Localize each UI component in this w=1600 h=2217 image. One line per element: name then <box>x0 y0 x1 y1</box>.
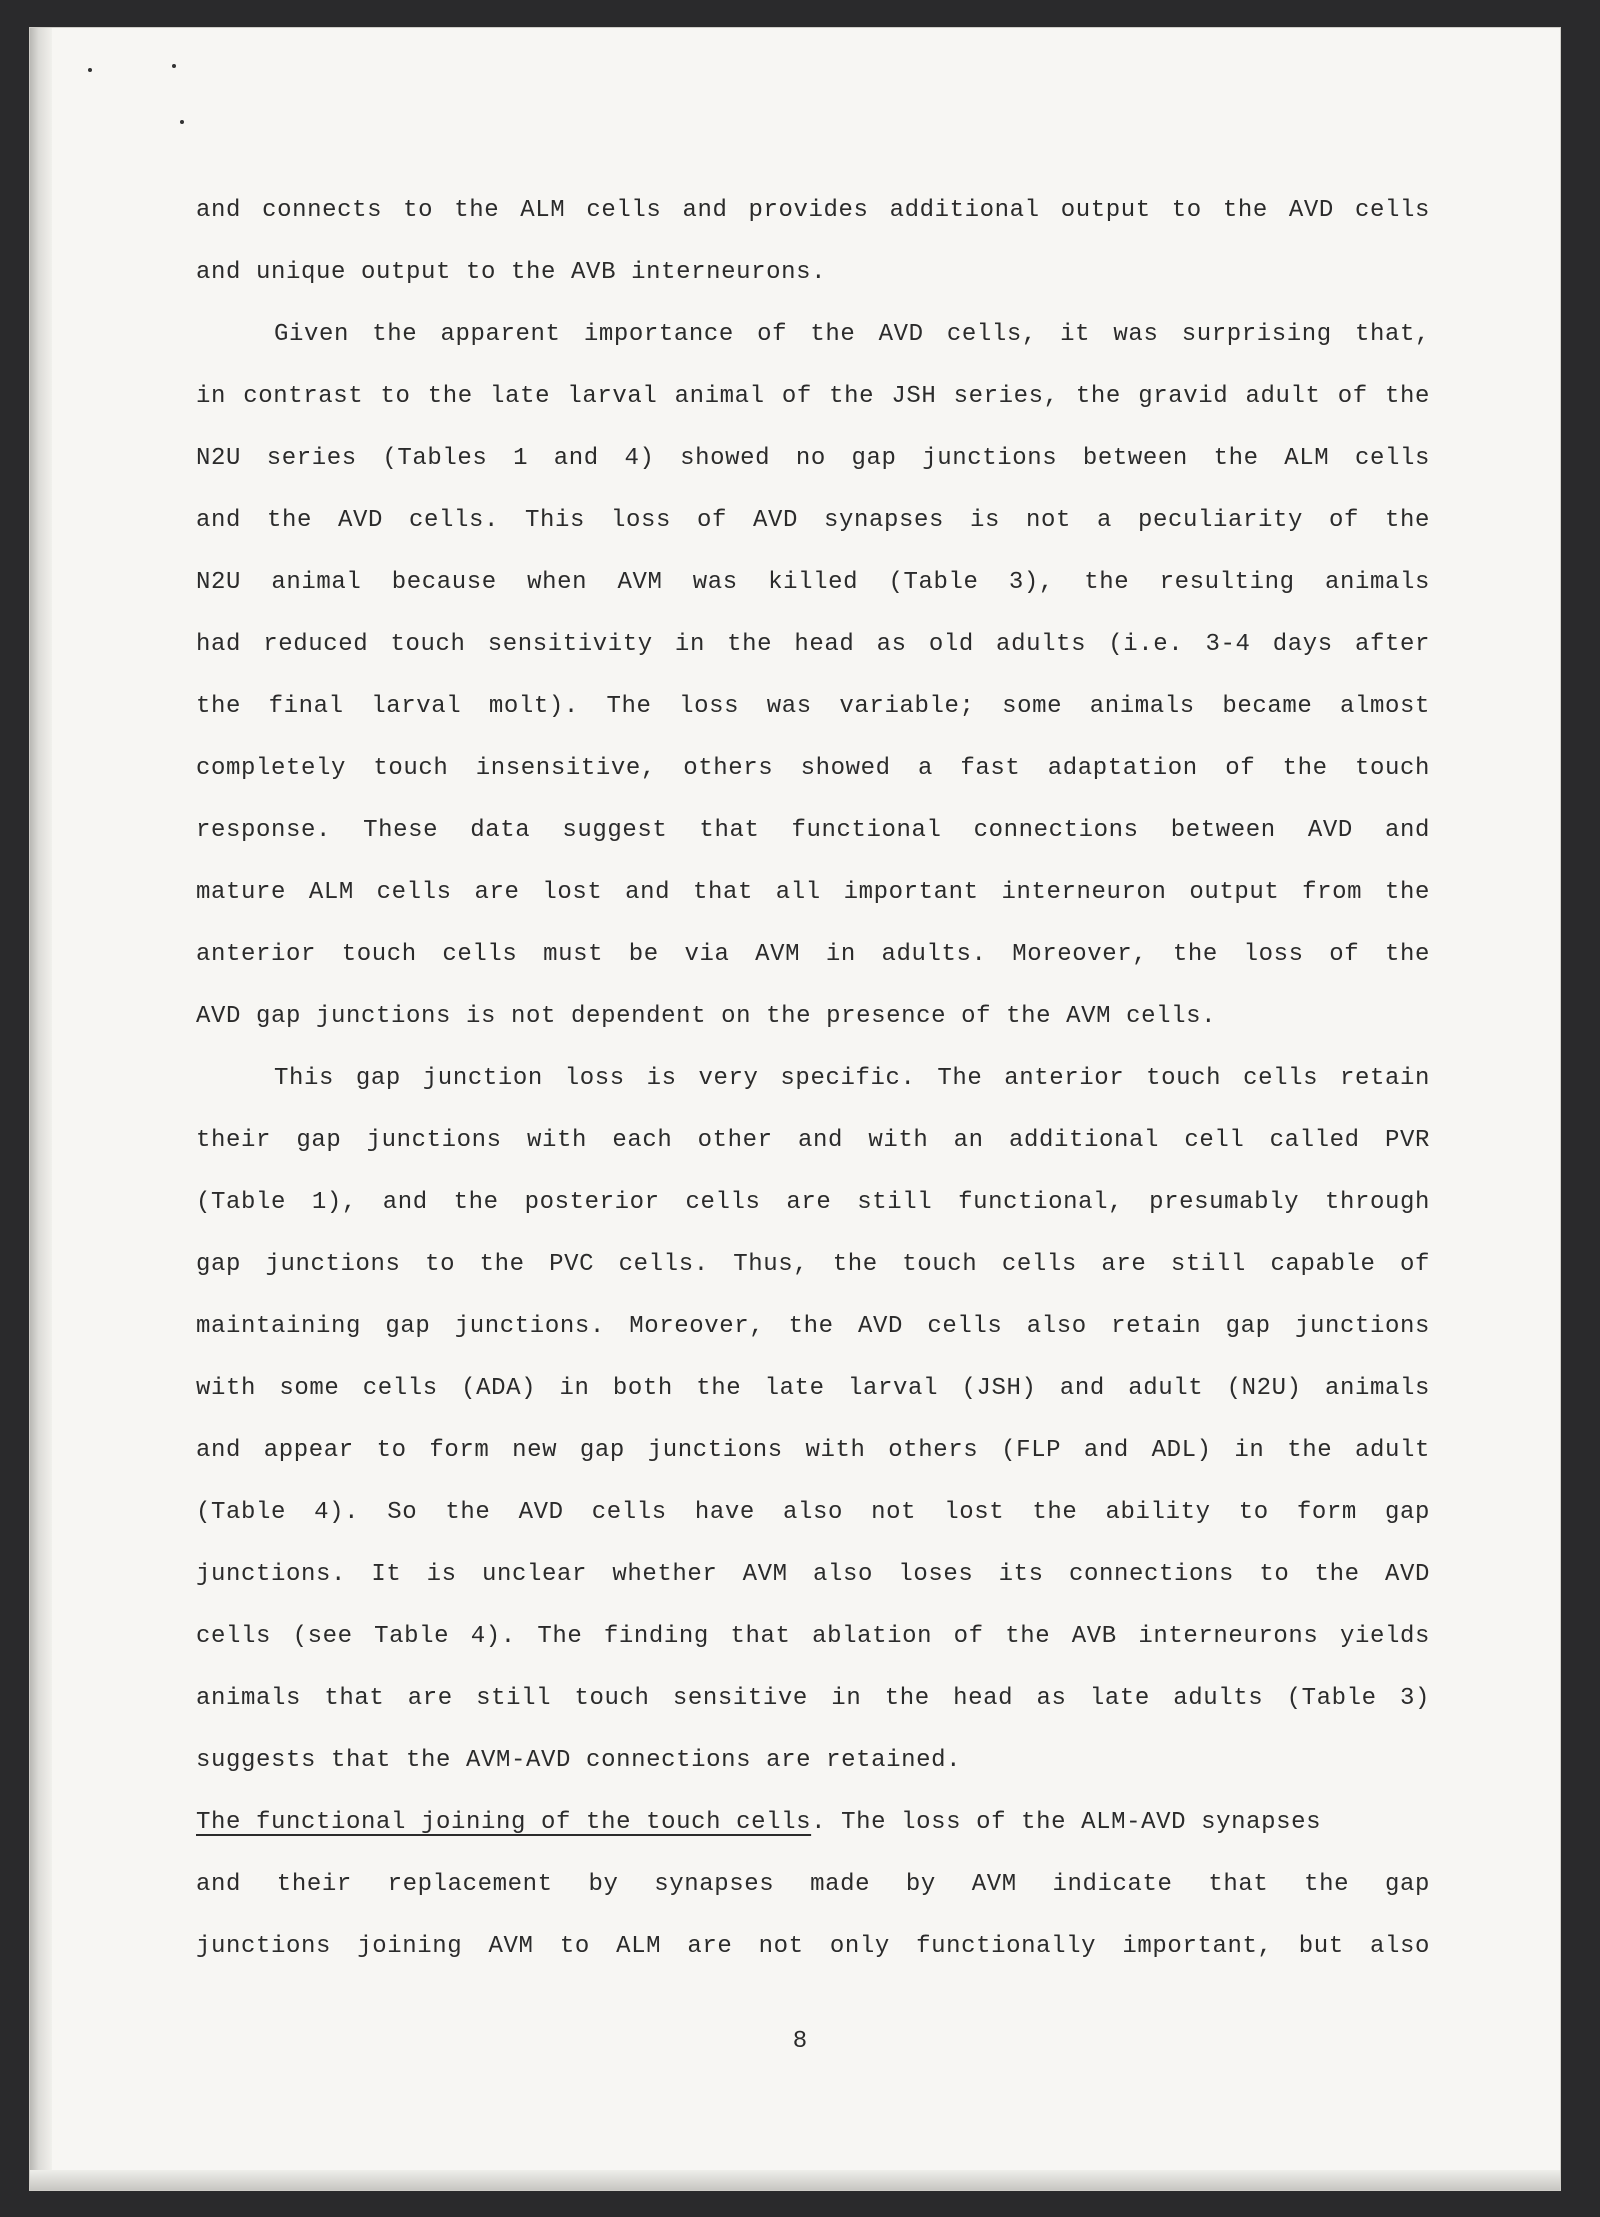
text-line: suggests that the AVM-AVD connections are retained. <box>196 1747 962 1774</box>
paper-speck <box>180 120 184 124</box>
text-line: cells (see Table 4). The finding that ablation of the AVB interneurons yields <box>196 1623 1430 1650</box>
text-line: and appear to form new gap junctions with others (FLP and ADL) in the adult <box>196 1437 1430 1464</box>
text-line: their gap junctions with each other and with an additional cell called PVR <box>196 1127 1430 1154</box>
section-text: . The loss of the ALM-AVD synapses <box>811 1809 1322 1836</box>
text-line: animals that are still touch sensitive in the head as late adults (Table 3) <box>196 1685 1430 1712</box>
text-line: N2U animal because when AVM was killed (Table 3), the resulting animals <box>196 569 1430 596</box>
text-line: with some cells (ADA) in both the late larval (JSH) and adult (N2U) animals <box>196 1375 1430 1402</box>
text-line: junctions joining AVM to ALM are not only functionally important, but also <box>196 1933 1430 1960</box>
paragraph-first-line: This gap junction loss is very specific. The anterior touch cells retain <box>274 1065 1430 1092</box>
text-line: response. These data suggest that functional connections between AVD and <box>196 817 1430 844</box>
text-line: and their replacement by synapses made by AVM indicate that the gap <box>196 1871 1430 1898</box>
paper-sheet <box>30 28 1560 2190</box>
text-line: (Table 1), and the posterior cells are still functional, presumably through <box>196 1189 1430 1216</box>
text-line: gap junctions to the PVC cells. Thus, the touch cells are still capable of <box>196 1251 1430 1278</box>
paper-speck <box>88 68 92 72</box>
text-line: N2U series (Tables 1 and 4) showed no gap junctions between the ALM cells <box>196 445 1430 472</box>
section-heading-line <box>196 1808 1430 1838</box>
text-line: AVD gap junctions is not dependent on the presence of the AVM cells. <box>196 1003 1217 1030</box>
section-heading: The functional joining of the touch cells <box>196 1809 812 1836</box>
text-line: and the AVD cells. This loss of AVD synapses is not a peculiarity of the <box>196 507 1430 534</box>
text-line: (Table 4). So the AVD cells have also not lost the ability to form gap <box>196 1499 1430 1526</box>
paragraph-first-line: Given the apparent importance of the AVD cells, it was surprising that, <box>274 321 1430 348</box>
paper-bottom-edge <box>30 2170 1560 2190</box>
text-line: junctions. It is unclear whether AVM also loses its connections to the AVD <box>196 1561 1430 1588</box>
text-line: anterior touch cells must be via AVM in adults. Moreover, the loss of the <box>196 941 1430 968</box>
page-number: 8 <box>792 2028 808 2055</box>
text-line: maintaining gap junctions. Moreover, the AVD cells also retain gap junctions <box>196 1313 1430 1340</box>
text-line: had reduced touch sensitivity in the head as old adults (i.e. 3-4 days after <box>196 631 1430 658</box>
text-line: and connects to the ALM cells and provides additional output to the AVD cells <box>196 197 1430 224</box>
text-line: mature ALM cells are lost and that all important interneuron output from the <box>196 879 1430 906</box>
text-line: completely touch insensitive, others showed a fast adaptation of the touch <box>196 755 1430 782</box>
paper-speck <box>172 64 176 68</box>
text-line: the final larval molt). The loss was variable; some animals became almost <box>196 693 1430 720</box>
paper-left-edge <box>30 28 52 2190</box>
text-line: and unique output to the AVB interneurons. <box>196 259 827 286</box>
text-line: in contrast to the late larval animal of the JSH series, the gravid adult of the <box>196 383 1430 410</box>
